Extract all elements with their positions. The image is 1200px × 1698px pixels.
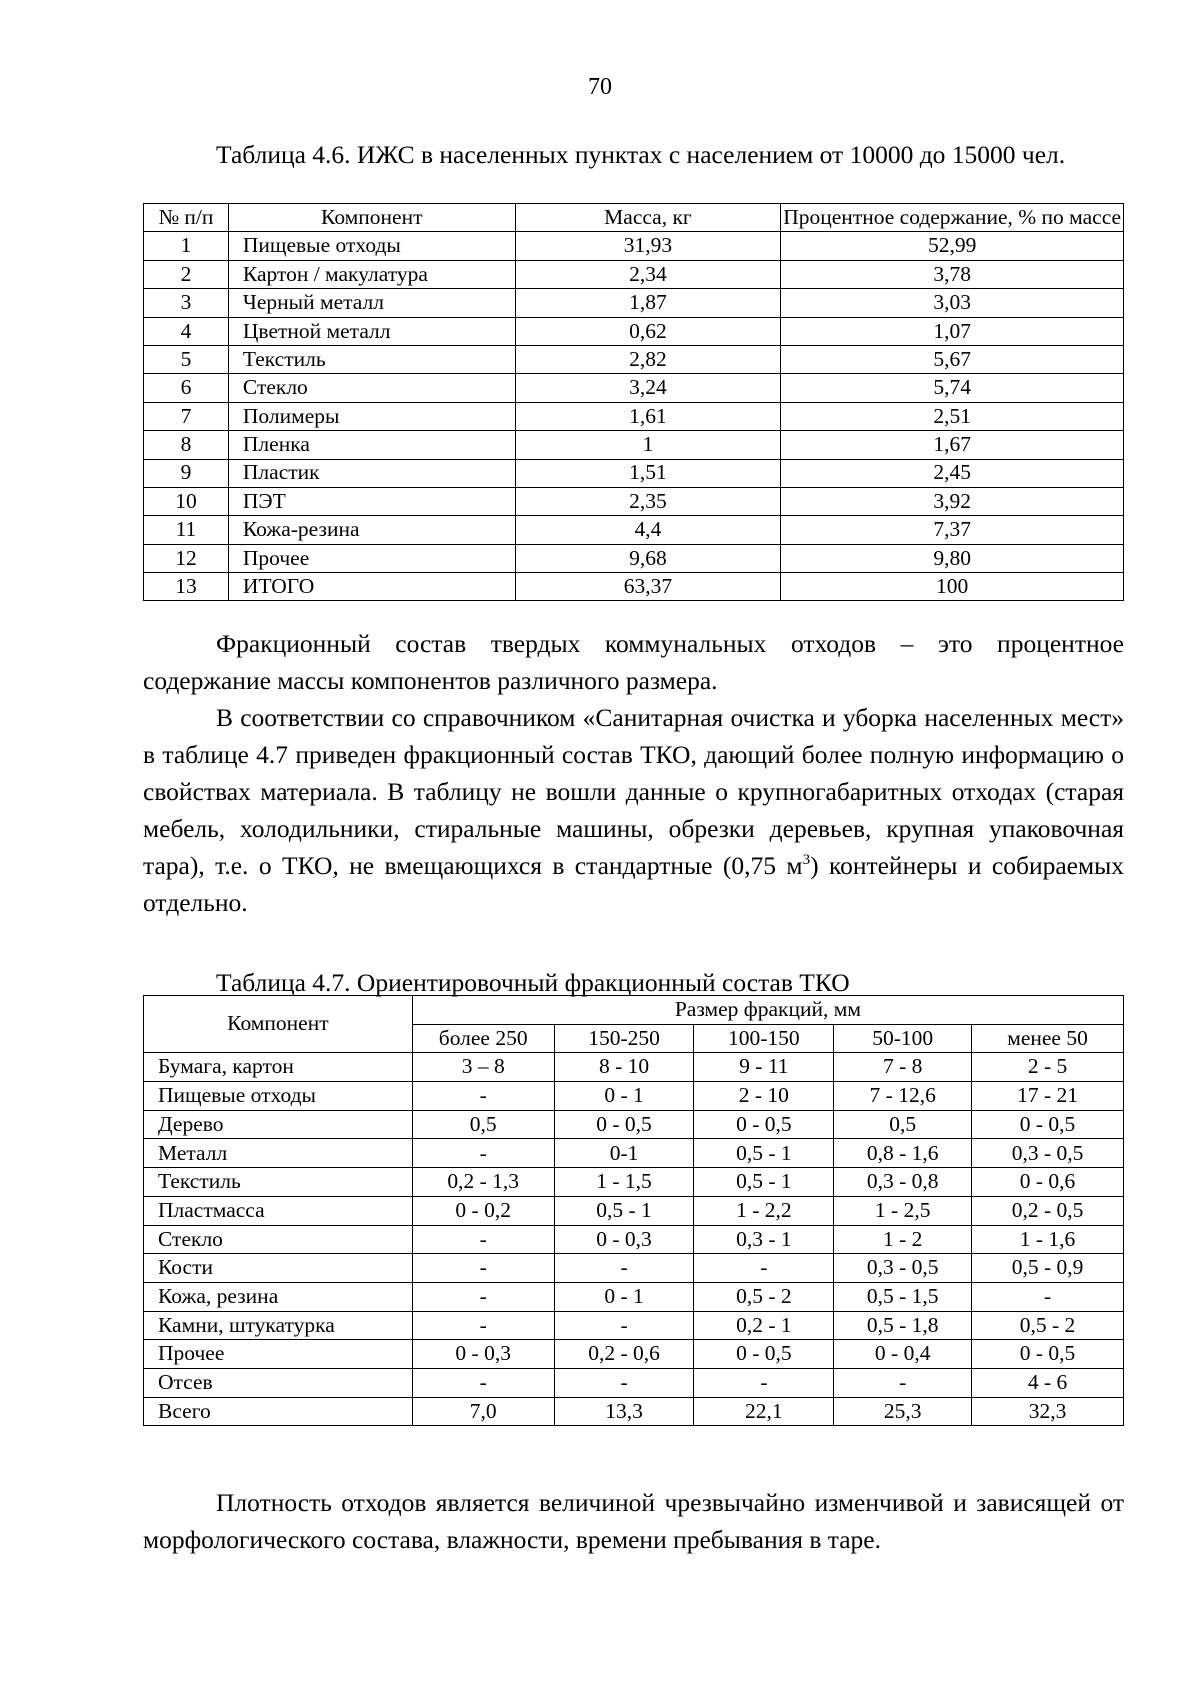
waste-composition-table: [143, 203, 1124, 601]
table-cell: 1 - 2,2: [694, 1196, 834, 1225]
table-cell: -: [554, 1311, 694, 1340]
table-cell: Текстиль: [228, 345, 515, 373]
table-row: [144, 289, 1124, 317]
table-cell: 1: [515, 431, 781, 459]
table-cell: Кости: [144, 1254, 413, 1283]
table-row: [144, 260, 1124, 288]
table-row: [144, 573, 1124, 601]
table-cell: 0,5: [412, 1110, 554, 1139]
table-cell: 0,5 - 2: [694, 1282, 834, 1311]
header-percent: Процентное содержание, % по массе: [781, 204, 1124, 232]
table-cell: Полимеры: [228, 402, 515, 430]
table-cell: 0,2 - 1: [694, 1311, 834, 1340]
fraction-composition-table: [143, 995, 1124, 1426]
table-row: [144, 317, 1124, 345]
table-cell: 1,61: [515, 402, 781, 430]
paragraph-text: Фракционный состав твердых коммунальных отходов – это процентное содержание массы компонентов различного размера.: [143, 629, 1124, 695]
table-cell: 0 - 0,3: [554, 1225, 694, 1254]
header-number: № п/п: [144, 204, 229, 232]
table-row: [144, 1340, 1124, 1369]
table-cell: Цветной металл: [228, 317, 515, 345]
table-cell: 1,67: [781, 431, 1124, 459]
table-cell: 0,2 - 0,5: [972, 1196, 1124, 1225]
table-cell: 13: [144, 573, 229, 601]
table-row: [144, 516, 1124, 544]
table-cell: Прочее: [228, 544, 515, 572]
table-cell: 0 - 0,5: [694, 1340, 834, 1369]
table-cell: 3 – 8: [412, 1053, 554, 1082]
table-cell: 0,3 - 0,5: [972, 1139, 1124, 1168]
table-cell: 0 - 0,3: [412, 1340, 554, 1369]
table-row: [144, 487, 1124, 515]
table-cell: Кожа-резина: [228, 516, 515, 544]
table-cell: 0 - 0,6: [972, 1168, 1124, 1197]
subheader-size: более 250: [412, 1024, 554, 1053]
table-cell: 5,67: [781, 345, 1124, 373]
table-cell: 0,5: [834, 1110, 972, 1139]
table-cell: ПЭТ: [228, 487, 515, 515]
table-cell: 0 - 0,5: [694, 1110, 834, 1139]
table-cell: 17 - 21: [972, 1082, 1124, 1111]
table-cell: 9: [144, 459, 229, 487]
table-cell: 0,8 - 1,6: [834, 1139, 972, 1168]
header-component: Компонент: [228, 204, 515, 232]
table-row: [144, 1282, 1124, 1311]
table-cell: 2,34: [515, 260, 781, 288]
table-cell: -: [412, 1368, 554, 1397]
table1-caption: Таблица 4.6. ИЖС в населенных пунктах с населением от 10000 до 15000 чел.: [216, 140, 1066, 169]
table-cell: Камни, штукатурка: [144, 1311, 413, 1340]
table-cell: 0,2 - 0,6: [554, 1340, 694, 1369]
table-cell: 5: [144, 345, 229, 373]
table-cell: Пластмасса: [144, 1196, 413, 1225]
table-cell: 4,4: [515, 516, 781, 544]
table-cell: -: [554, 1368, 694, 1397]
paragraph-text: Плотность отходов является величиной чрезвычайно изменчивой и зависящей от морфологического состава, влажности, времени пребывания в таре.: [143, 1488, 1124, 1554]
table-row: [144, 1368, 1124, 1397]
table-row: [144, 1196, 1124, 1225]
table-cell: Черный металл: [228, 289, 515, 317]
table-cell: Пленка: [228, 431, 515, 459]
table-cell: 0,3 - 0,5: [834, 1254, 972, 1283]
table-cell: -: [694, 1368, 834, 1397]
table-cell: 1,07: [781, 317, 1124, 345]
table-cell: 1 - 2,5: [834, 1196, 972, 1225]
table-cell: Прочее: [144, 1340, 413, 1369]
table-cell: 0,5 - 1,8: [834, 1311, 972, 1340]
table-row: [144, 1311, 1124, 1340]
table-row: [144, 374, 1124, 402]
table-cell: Пищевые отходы: [228, 232, 515, 260]
table-cell: -: [412, 1254, 554, 1283]
paragraph-reference: [143, 699, 1124, 921]
table-row: [144, 1225, 1124, 1254]
page-number: 70: [588, 74, 612, 100]
table-cell: Отсев: [144, 1368, 413, 1397]
table-cell: 0,5 - 1: [694, 1139, 834, 1168]
table-cell: 7 - 8: [834, 1053, 972, 1082]
table-cell: 7 - 12,6: [834, 1082, 972, 1111]
table-row: [144, 1053, 1124, 1082]
table-cell: Стекло: [228, 374, 515, 402]
table-cell: 0-1: [554, 1139, 694, 1168]
table-cell: 9 - 11: [694, 1053, 834, 1082]
table-cell: Металл: [144, 1139, 413, 1168]
table-cell: 0 - 0,5: [554, 1110, 694, 1139]
superscript: 3: [802, 852, 811, 868]
table-cell: 2,82: [515, 345, 781, 373]
table-cell: 9,68: [515, 544, 781, 572]
table-row: [144, 1168, 1124, 1197]
table-cell: 2,35: [515, 487, 781, 515]
table-cell: 2,45: [781, 459, 1124, 487]
table-cell: 1 - 2: [834, 1225, 972, 1254]
table-cell: -: [834, 1368, 972, 1397]
table-row: [144, 402, 1124, 430]
table-cell: 1,51: [515, 459, 781, 487]
table-cell: -: [412, 1225, 554, 1254]
table-cell: 0,5 - 1: [554, 1196, 694, 1225]
table-row: [144, 345, 1124, 373]
table-cell: 0,3 - 0,8: [834, 1168, 972, 1197]
table-cell: ИТОГО: [228, 573, 515, 601]
table-cell: 25,3: [834, 1397, 972, 1426]
table-row: [144, 544, 1124, 572]
table-row: [144, 232, 1124, 260]
table-cell: 1,87: [515, 289, 781, 317]
table-cell: 8 - 10: [554, 1053, 694, 1082]
table-cell: Пищевые отходы: [144, 1082, 413, 1111]
table-cell: 5,74: [781, 374, 1124, 402]
table-cell: 0 - 0,5: [972, 1340, 1124, 1369]
table-cell: 31,93: [515, 232, 781, 260]
table-cell: 2 - 5: [972, 1053, 1124, 1082]
table-cell: 8: [144, 431, 229, 459]
table-cell: -: [412, 1311, 554, 1340]
table-cell: 6: [144, 374, 229, 402]
paragraph-density: [143, 1484, 1124, 1558]
table-header-row: [144, 996, 1124, 1025]
table-cell: -: [694, 1254, 834, 1283]
table-cell: 13,3: [554, 1397, 694, 1426]
table-cell: 0,62: [515, 317, 781, 345]
paragraph-fraction-definition: [143, 625, 1124, 699]
table-cell: 12: [144, 544, 229, 572]
table-cell: 3,78: [781, 260, 1124, 288]
table-cell: 2: [144, 260, 229, 288]
table-cell: 4: [144, 317, 229, 345]
table-cell: Картон / макулатура: [228, 260, 515, 288]
table-cell: 0 - 0,4: [834, 1340, 972, 1369]
table-row: [144, 1139, 1124, 1168]
header-fraction-size: Размер фракций, мм: [412, 996, 1123, 1025]
table-cell: 0,5 - 2: [972, 1311, 1124, 1340]
table-cell: 1 - 1,5: [554, 1168, 694, 1197]
table-cell: 3,92: [781, 487, 1124, 515]
table-cell: 0,3 - 1: [694, 1225, 834, 1254]
table-row: [144, 431, 1124, 459]
table-cell: 7: [144, 402, 229, 430]
table-cell: 7,0: [412, 1397, 554, 1426]
subheader-size: 150-250: [554, 1024, 694, 1053]
table-cell: Бумага, картон: [144, 1053, 413, 1082]
table-cell: 32,3: [972, 1397, 1124, 1426]
table-row: [144, 459, 1124, 487]
table-row: [144, 1397, 1124, 1426]
table-cell: Кожа, резина: [144, 1282, 413, 1311]
paragraph-text: В соответствии со справочником «Санитарная очистка и уборка населенных мест» в таблице 4.7 приведен фракционный состав ТКО, дающий более полную информацию о свойствах материала. В таблицу не вошли данные о крупногабаритных отходах (старая мебель, холодильники, стиральные машины, обрезки деревьев, крупная упаковочная тара), т.е. о ТКО, не вмещающихся в стандартные (0,75 м: [143, 703, 1124, 880]
table-cell: Всего: [144, 1397, 413, 1426]
table-cell: 10: [144, 487, 229, 515]
table-cell: 9,80: [781, 544, 1124, 572]
table-cell: -: [554, 1254, 694, 1283]
table-cell: Текстиль: [144, 1168, 413, 1197]
table-row: [144, 1254, 1124, 1283]
table-cell: 22,1: [694, 1397, 834, 1426]
header-component: Компонент: [144, 996, 413, 1053]
table-cell: 0,5 - 0,9: [972, 1254, 1124, 1283]
table-cell: 3,03: [781, 289, 1124, 317]
table-cell: 2 - 10: [694, 1082, 834, 1111]
table-cell: -: [972, 1282, 1124, 1311]
table-cell: 0,2 - 1,3: [412, 1168, 554, 1197]
table-cell: Стекло: [144, 1225, 413, 1254]
table-cell: 52,99: [781, 232, 1124, 260]
table-cell: Пластик: [228, 459, 515, 487]
table-cell: 2,51: [781, 402, 1124, 430]
table-cell: 0 - 1: [554, 1282, 694, 1311]
table-header-row: [144, 204, 1124, 232]
table-cell: 0,5 - 1: [694, 1168, 834, 1197]
subheader-size: 100-150: [694, 1024, 834, 1053]
paragraph-text: ) контейнеры и собираемых отдельно.: [143, 851, 1124, 917]
table-cell: 1 - 1,6: [972, 1225, 1124, 1254]
header-mass: Масса, кг: [515, 204, 781, 232]
table-cell: -: [412, 1282, 554, 1311]
table-cell: 4 - 6: [972, 1368, 1124, 1397]
table-cell: 0 - 0,5: [972, 1110, 1124, 1139]
table-cell: 3: [144, 289, 229, 317]
table2-caption: Таблица 4.7. Ориентировочный фракционный состав ТКО: [216, 968, 850, 997]
table-cell: 0 - 0,2: [412, 1196, 554, 1225]
table-cell: 0 - 1: [554, 1082, 694, 1111]
table-cell: 7,37: [781, 516, 1124, 544]
subheader-size: 50-100: [834, 1024, 972, 1053]
table-cell: -: [412, 1139, 554, 1168]
table-cell: 63,37: [515, 573, 781, 601]
table-cell: Дерево: [144, 1110, 413, 1139]
table-row: [144, 1082, 1124, 1111]
table-cell: 100: [781, 573, 1124, 601]
table-cell: 3,24: [515, 374, 781, 402]
table-row: [144, 1110, 1124, 1139]
table-cell: 0,5 - 1,5: [834, 1282, 972, 1311]
table-cell: -: [412, 1082, 554, 1111]
table-cell: 11: [144, 516, 229, 544]
subheader-size: менее 50: [972, 1024, 1124, 1053]
table-cell: 1: [144, 232, 229, 260]
